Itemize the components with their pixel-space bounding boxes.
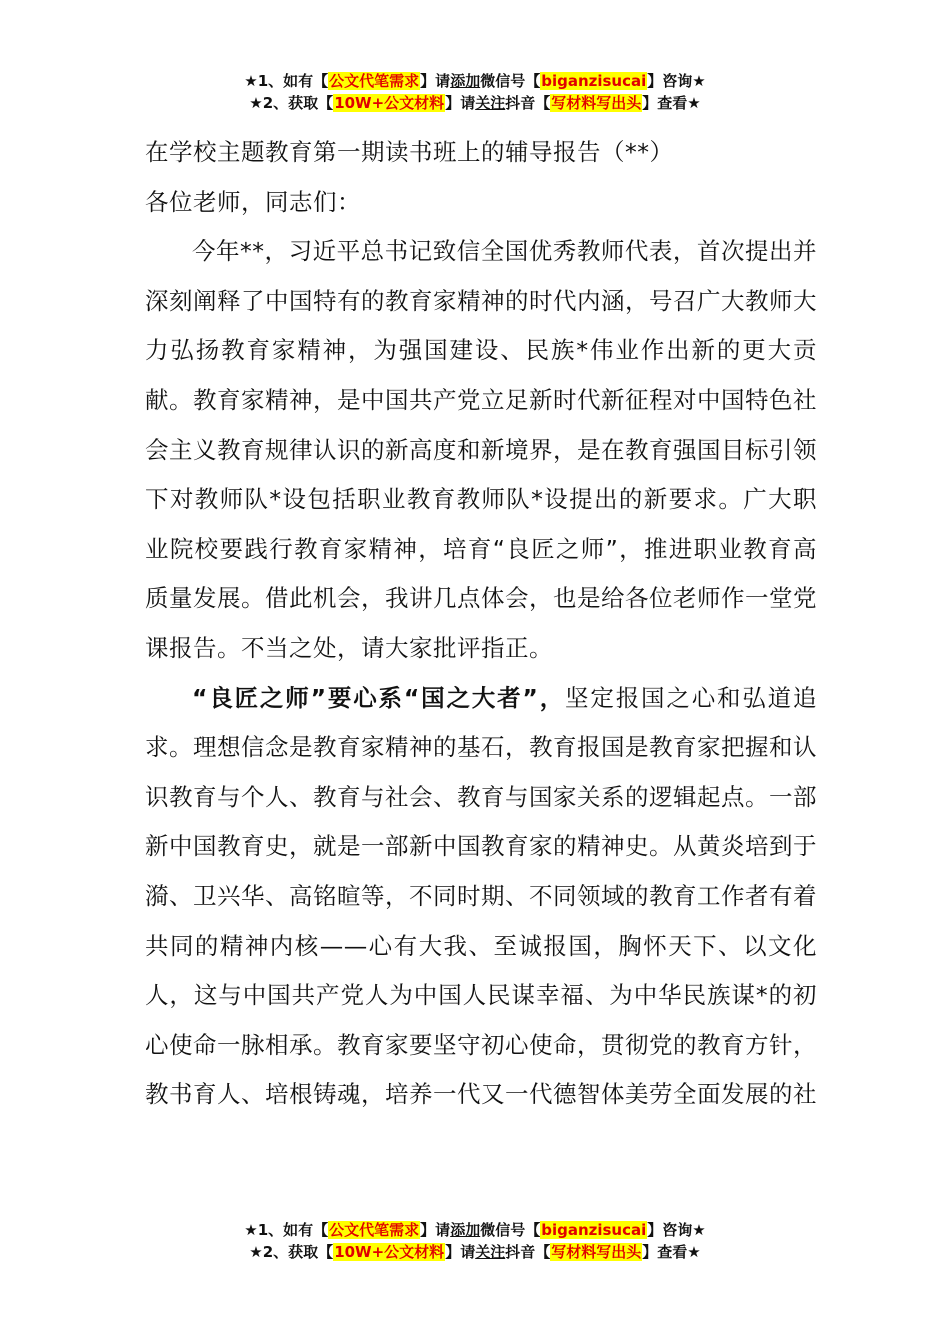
- paragraph-2: [145, 674, 817, 1120]
- paragraph-2-text: 坚定报国之心和弘道追求。理想信念是教育家精神的基石，教育报国是教育家把握和认识教育与个人、教育与社会、教育与国家关系的逻辑起点。一部新中国教育史，就是一部新中国教育家的精神史。从黄炎培到于漪、卫兴华、高铭暄等，不同时期、不同领域的教育工作者有着共同的精神内核——心有大我、至诚报国，胸怀天下、以文化人，这与中国共产党人为中国人民谋幸福、为中华民族谋*的初心使命一脉相承。教育家要坚守初心使命，贯彻党的教育方针，教书育人、培根铸魂，培养一代又一代德智体美劳全面发展的社: [145, 683, 818, 1109]
- banner-text: 】请: [420, 72, 451, 90]
- banner-line-1: [0, 70, 950, 92]
- banner-wechat-id: biganzisucai: [541, 1221, 647, 1239]
- banner-text: 】咨询★: [647, 1221, 706, 1239]
- banner-text: ★1、如有【: [244, 1221, 329, 1239]
- paragraph-1: 今年**，习近平总书记致信全国优秀教师代表，首次提出并深刻阐释了中国特有的教育家精神的时代内涵，号召广大教师大力弘扬教育家精神，为强国建设、民族*伟业作出新的更大贡献。教育家精神，是中国共产党立足新时代新征程对中国特色社会主义教育规律认识的新高度和新境界，是在教育强国目标引领下对教师队*设包括职业教育教师队*设提出的新要求。广大职业院校要践行教育家精神，培育“良匠之师”，推进职业教育高质量发展。借此机会，我讲几点体会，也是给各位老师作一堂党课报告。不当之处，请大家批评指正。: [145, 237, 817, 662]
- banner-line-2: [0, 1241, 950, 1263]
- banner-highlight: 公文代笔需求: [329, 1221, 420, 1239]
- banner-highlight: 公文代笔需求: [329, 72, 420, 90]
- banner-douyin-name: 写材料写出头: [551, 1243, 642, 1261]
- banner-wechat-id: biganzisucai: [541, 72, 647, 90]
- banner-text: ★1、如有【: [244, 72, 329, 90]
- banner-text: 】请: [445, 1243, 476, 1261]
- banner-text: 】请: [445, 94, 476, 112]
- banner-underlined: 添加: [450, 1221, 481, 1239]
- footer-banner: [0, 1219, 950, 1263]
- banner-text: 】请: [420, 1221, 451, 1239]
- banner-underlined: 添加: [450, 72, 481, 90]
- banner-highlight: 10W+公文材料: [334, 94, 445, 112]
- document-body: [145, 128, 817, 1120]
- banner-underlined: 关注: [475, 94, 506, 112]
- banner-text: 】咨询★: [647, 72, 706, 90]
- banner-highlight: 10W+公文材料: [334, 1243, 445, 1261]
- document-greeting: 各位老师，同志们：: [145, 187, 361, 216]
- banner-text: 微信号【: [480, 72, 541, 90]
- header-banner: [0, 70, 950, 114]
- banner-text: 抖音【: [505, 1243, 551, 1261]
- banner-text: ★2、获取【: [249, 94, 334, 112]
- banner-text: 微信号【: [480, 1221, 541, 1239]
- banner-text: 】查看★: [642, 94, 701, 112]
- banner-line-1: [0, 1219, 950, 1241]
- banner-text: 抖音【: [505, 94, 551, 112]
- banner-douyin-name: 写材料写出头: [551, 94, 642, 112]
- banner-underlined: 关注: [475, 1243, 506, 1261]
- paragraph-2-lead: “良匠之师”要心系“国之大者”，: [192, 683, 566, 712]
- banner-text: ★2、获取【: [249, 1243, 334, 1261]
- banner-text: 】查看★: [642, 1243, 701, 1261]
- banner-line-2: [0, 92, 950, 114]
- document-title: 在学校主题教育第一期读书班上的辅导报告（**）: [145, 138, 674, 166]
